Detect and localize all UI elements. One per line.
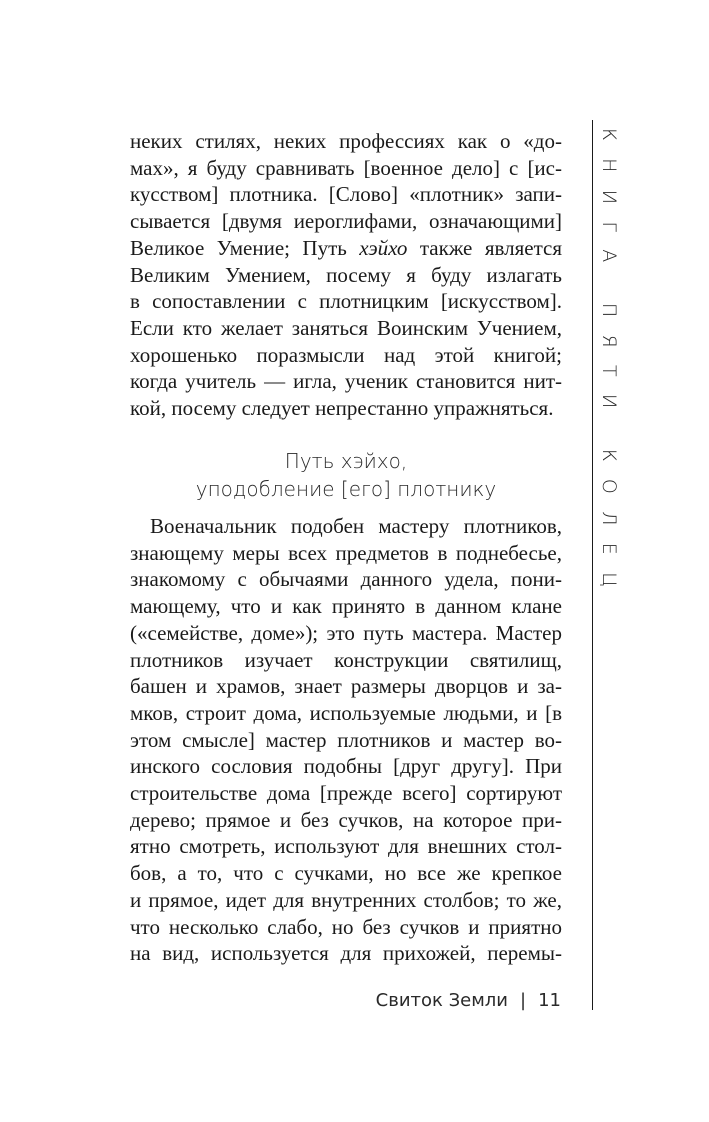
text-line: («семействе, доме»); это путь мастера. Мастер [130,620,562,645]
heading-line-1: Путь хэйхо, [284,449,408,473]
text-line: Военачальник подобен мастеру плотников, [150,514,562,538]
text-line: сывается [двумя иероглифами, означающими] [130,209,562,234]
text-line: что несколько слабо, но без сучков и приятно [130,914,562,939]
text-line: ятно смотреть, используют для внешних стол- [130,834,562,859]
book-title: КНИГА ПЯТИ КОЛЕЦ [598,128,620,605]
text-line: мах», я буду сравнивать [военное дело] с [ис- [130,155,562,180]
text-line: в сопоставлении с плотницким [искусством]. [130,289,562,314]
page-number: 11 [538,990,561,1011]
text-line: знающему меры всех предметов в поднебесье, [130,540,562,565]
text-line: этом смысле] мастер плотников и мастер во- [130,727,562,752]
page-footer [376,990,561,1011]
text-line: башен и храмов, знает размеры дворцов и за- [130,674,562,699]
text-line: плотников изучает конструкции святилищ, [130,647,562,672]
text-line: Великим Умением, посему я буду излагать [130,262,562,287]
text-line: инского сословия подобны [друг другу]. При [130,754,562,779]
text-line: дерево; прямое и без сучков, на которое при- [130,807,562,832]
text-line: знакомому с обычаями данного удела, пони- [130,567,562,592]
paragraph-1 [130,128,562,422]
text-line: хорошенько поразмысли над этой книгой; [130,342,562,367]
text-line: кой, посему следует непрестанно упражняться. [130,396,554,421]
text-line: неких стилях, неких профессиях как о «до- [130,129,562,153]
text-line: когда учитель — игла, ученик становится нит- [130,369,562,394]
text-line: Великое Умение; Путь хэйхо также является [130,235,562,260]
text-line: бов, а то, что с сучками, но все же крепкое [130,861,562,886]
section-heading [130,447,562,503]
text-line: мающему, что и как принято в данном клане [130,594,562,619]
text-line: кусством] плотника. [Слово] «плотник» запи- [130,182,562,207]
text-line: и прямое, идет для внутренних столбов; то же, [130,887,562,912]
text-line: Если кто желает заняться Воинским Учением, [130,315,562,340]
paragraph-2 [130,513,562,967]
text-line: строительстве дома [прежде всего] сортируют [130,781,562,806]
text-line: мков, строит дома, используемые людьми, и [в [130,700,562,725]
footer-section-title: Свиток Земли [375,990,509,1011]
footer-separator: | [520,990,527,1011]
running-title [592,128,634,605]
text-line: на вид, используется для прихожей, перемы- [130,941,562,966]
heading-line-2: уподобление [его] плотнику [195,477,497,501]
